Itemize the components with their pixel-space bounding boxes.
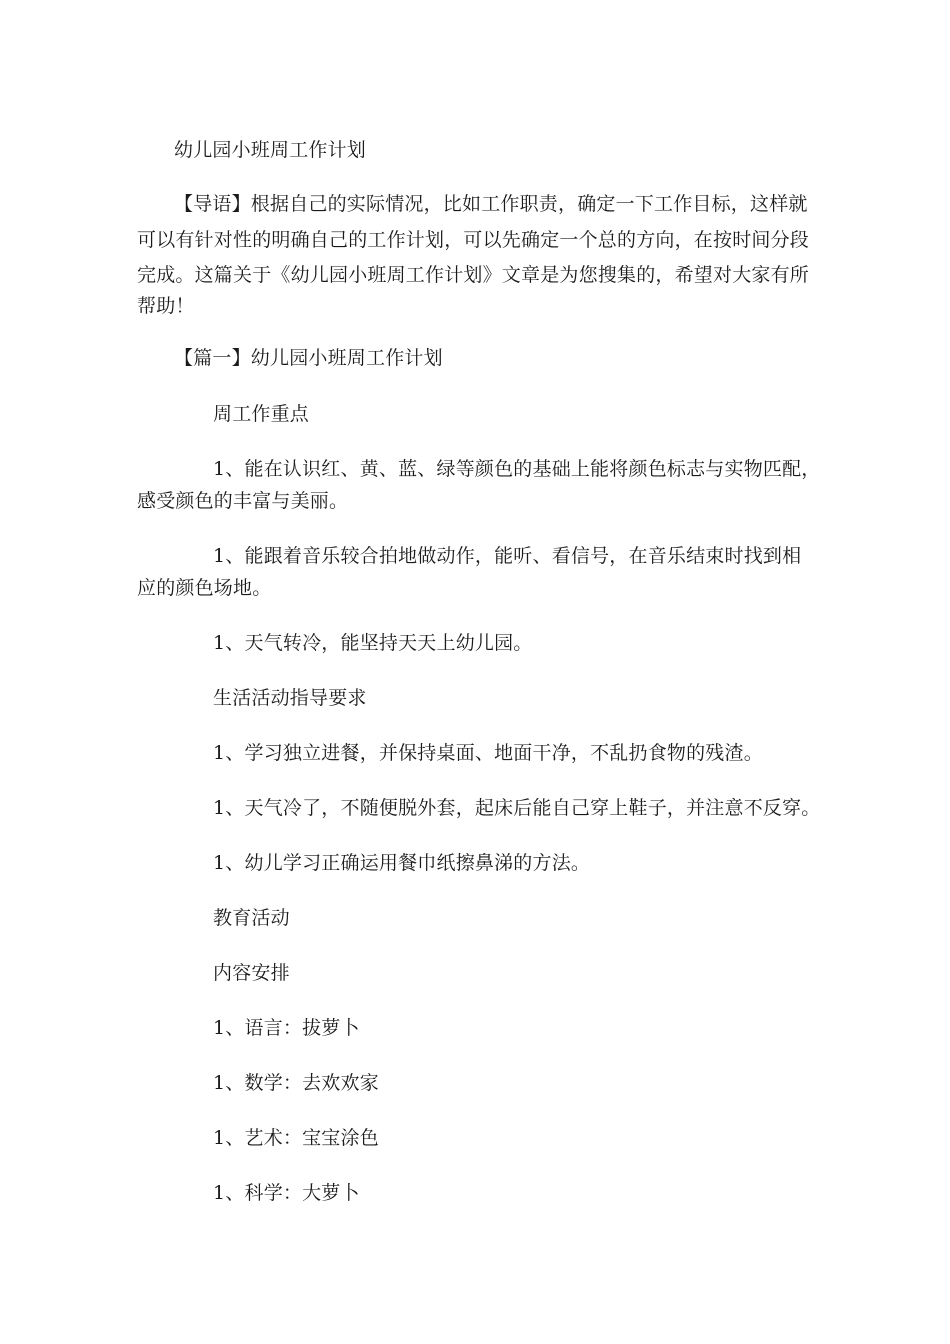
week-focus-item-2-line-2: 应的颜色场地。 [137, 577, 272, 599]
education-item: 1、艺术：宝宝涂色 [213, 1127, 379, 1149]
week-focus-item-1-line-1: 1、能在认识红、黄、蓝、绿等颜色的基础上能将颜色标志与实物匹配， [213, 458, 821, 480]
education-subheading: 内容安排 [213, 962, 290, 984]
intro-line-4: 帮助！ [137, 295, 195, 317]
life-guidance-heading: 生活活动指导要求 [213, 687, 367, 709]
section-heading: 【篇一】幼儿园小班周工作计划 [174, 347, 443, 369]
education-heading: 教育活动 [213, 907, 290, 929]
document-title: 幼儿园小班周工作计划 [174, 139, 367, 161]
life-guidance-item-2: 1、天气冷了，不随便脱外套，起床后能自己穿上鞋子，并注意不反穿。 [213, 797, 821, 819]
education-item: 1、语言：拔萝卜 [213, 1017, 360, 1039]
life-guidance-item-1: 1、学习独立进餐，并保持桌面、地面干净，不乱扔食物的残渣。 [213, 742, 763, 764]
intro-line-1: 【导语】根据自己的实际情况，比如工作职责，确定一下工作目标，这样就 [174, 193, 808, 215]
week-focus-item-2-line-1: 1、能跟着音乐较合拍地做动作，能听、看信号，在音乐结束时找到相 [213, 545, 802, 567]
education-item: 1、数学：去欢欢家 [213, 1072, 379, 1094]
week-focus-item-3: 1、天气转冷，能坚持天天上幼儿园。 [213, 632, 533, 654]
week-focus-heading: 周工作重点 [213, 403, 310, 425]
week-focus-item-1-line-2: 感受颜色的丰富与美丽。 [137, 490, 349, 512]
intro-line-2: 可以有针对性的明确自己的工作计划，可以先确定一个总的方向，在按时间分段 [137, 229, 810, 251]
education-item: 1、科学：大萝卜 [213, 1182, 360, 1204]
life-guidance-item-3: 1、幼儿学习正确运用餐巾纸擦鼻涕的方法。 [213, 852, 591, 874]
intro-line-3: 完成。这篇关于《幼儿园小班周工作计划》文章是为您搜集的，希望对大家有所 [137, 264, 810, 286]
